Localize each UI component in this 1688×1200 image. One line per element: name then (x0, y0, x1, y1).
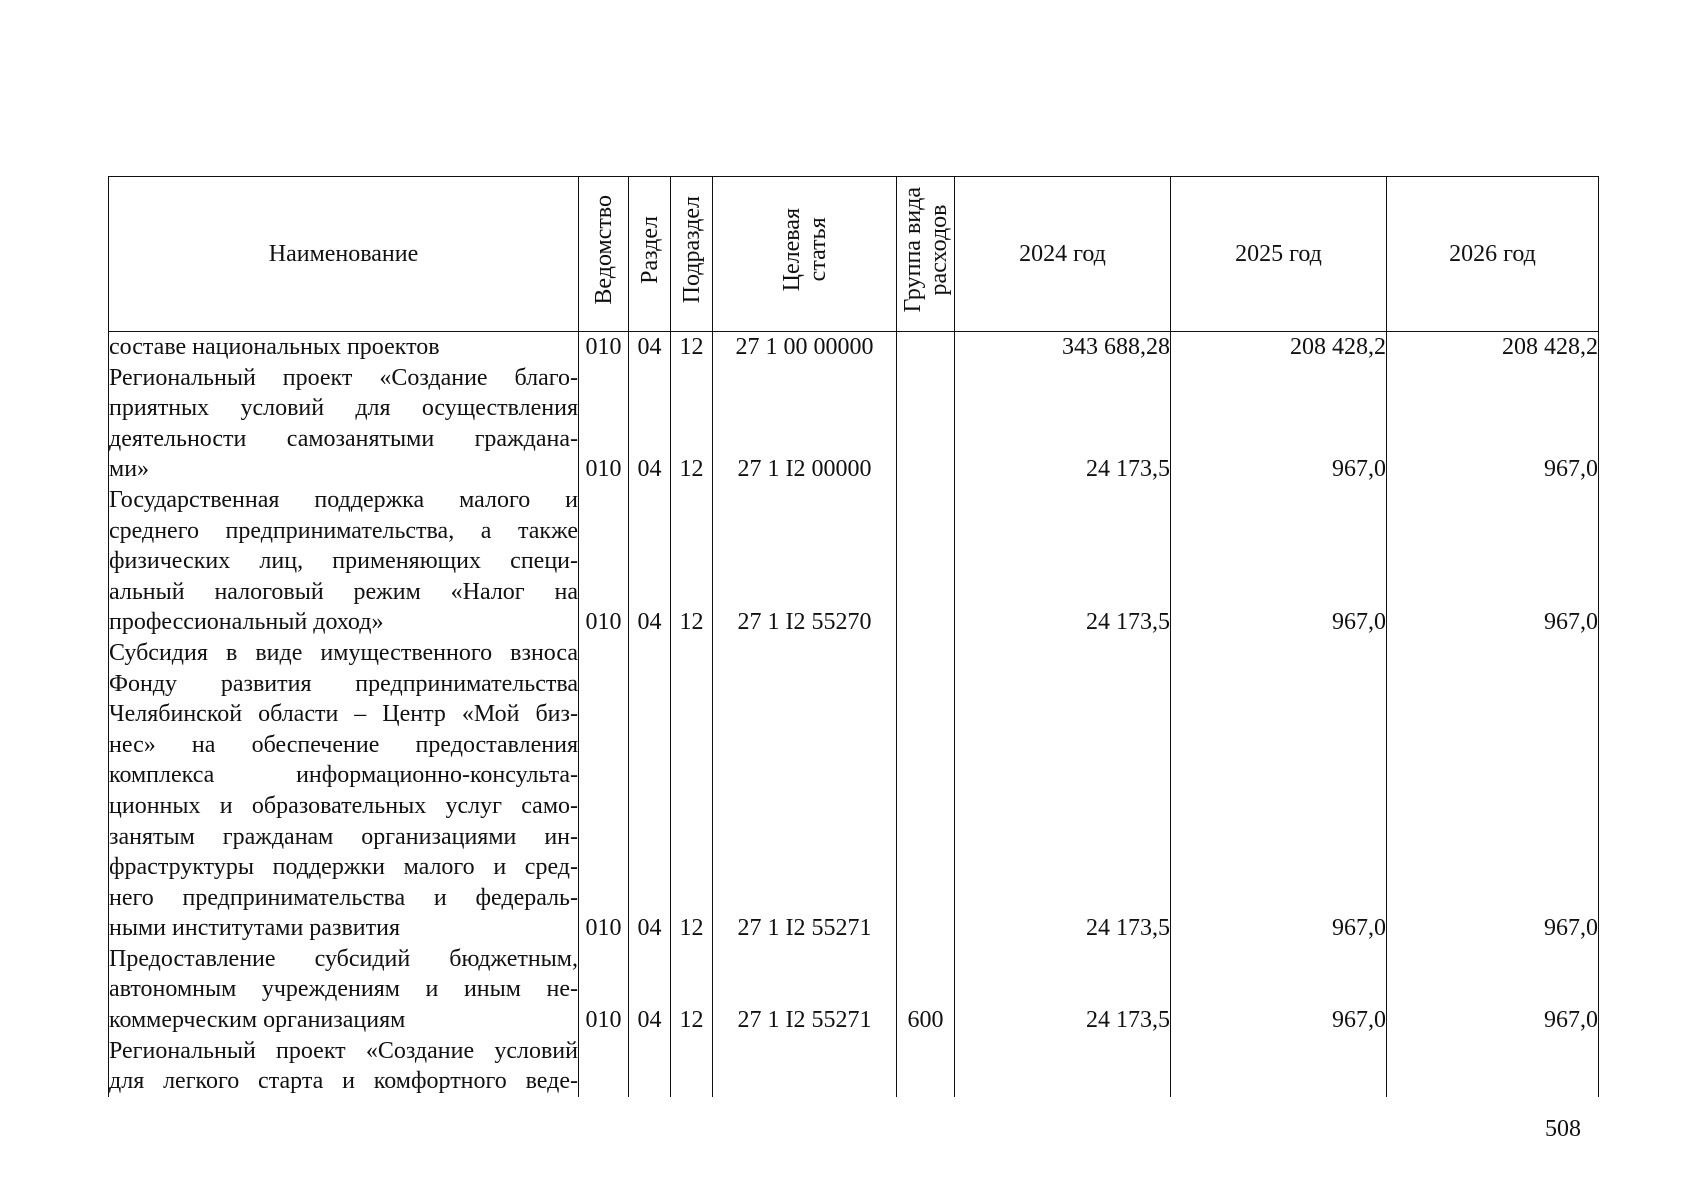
cell-target-article (713, 669, 897, 700)
cell-year-2024 (955, 944, 1171, 975)
table-row (109, 822, 1599, 853)
cell-target-article: 27 1 00 00000 (713, 332, 897, 363)
cell-target-article (713, 638, 897, 669)
row-name-line: занятым гражданам организациями ин- (109, 822, 579, 853)
table-row (109, 760, 1599, 791)
cell-razdel (629, 944, 671, 975)
cell-year-2026 (1387, 546, 1599, 577)
cell-vedomstvo: 010 (579, 332, 629, 363)
cell-razdel (629, 638, 671, 669)
row-name-line: ными институтами развития (109, 913, 579, 944)
cell-podrazdel (671, 730, 713, 761)
cell-vedomstvo (579, 669, 629, 700)
cell-year-2024 (955, 791, 1171, 822)
cell-target-article (713, 791, 897, 822)
row-name-line: Региональный проект «Создание благо- (109, 363, 579, 394)
cell-year-2024 (955, 485, 1171, 516)
cell-target-article: 27 1 I2 55271 (713, 1005, 897, 1036)
cell-year-2026 (1387, 363, 1599, 394)
cell-year-2024: 343 688,28 (955, 332, 1171, 363)
cell-vedomstvo (579, 485, 629, 516)
cell-expense-group (897, 546, 955, 577)
cell-podrazdel (671, 638, 713, 669)
cell-expense-group (897, 1066, 955, 1097)
cell-year-2024 (955, 730, 1171, 761)
cell-razdel: 04 (629, 607, 671, 638)
cell-year-2026 (1387, 883, 1599, 914)
cell-vedomstvo (579, 974, 629, 1005)
cell-vedomstvo: 010 (579, 913, 629, 944)
cell-expense-group (897, 577, 955, 608)
cell-razdel (629, 791, 671, 822)
cell-year-2024 (955, 638, 1171, 669)
cell-year-2024 (955, 1036, 1171, 1067)
cell-target-article: 27 1 I2 55271 (713, 913, 897, 944)
row-name-line: среднего предпринимательства, а также (109, 516, 579, 547)
table-row (109, 852, 1599, 883)
cell-expense-group (897, 607, 955, 638)
row-name-line: профессиональный доход» (109, 607, 579, 638)
cell-year-2025 (1171, 883, 1387, 914)
cell-podrazdel (671, 669, 713, 700)
cell-podrazdel (671, 516, 713, 547)
header-vedomstvo: Ведомство (579, 177, 629, 332)
cell-year-2024 (955, 669, 1171, 700)
page-number: 508 (1545, 1116, 1581, 1142)
cell-year-2024 (955, 393, 1171, 424)
cell-year-2026 (1387, 638, 1599, 669)
table-row (109, 393, 1599, 424)
cell-razdel (629, 760, 671, 791)
cell-year-2026: 967,0 (1387, 607, 1599, 638)
cell-podrazdel (671, 944, 713, 975)
cell-year-2025 (1171, 974, 1387, 1005)
row-name-line: коммерческим организациям (109, 1005, 579, 1036)
row-name-line: Региональный проект «Создание условий (109, 1036, 579, 1067)
cell-year-2025: 967,0 (1171, 913, 1387, 944)
cell-podrazdel (671, 485, 713, 516)
cell-year-2024: 24 173,5 (955, 1005, 1171, 1036)
table-row (109, 791, 1599, 822)
cell-razdel (629, 393, 671, 424)
cell-razdel: 04 (629, 1005, 671, 1036)
cell-razdel (629, 669, 671, 700)
cell-target-article (713, 1036, 897, 1067)
cell-target-article (713, 699, 897, 730)
table-row (109, 546, 1599, 577)
cell-year-2026 (1387, 577, 1599, 608)
cell-year-2026 (1387, 974, 1599, 1005)
cell-target-article (713, 485, 897, 516)
table-row (109, 516, 1599, 547)
cell-expense-group (897, 393, 955, 424)
cell-year-2024 (955, 974, 1171, 1005)
cell-year-2025 (1171, 393, 1387, 424)
cell-year-2025 (1171, 546, 1387, 577)
cell-target-article (713, 730, 897, 761)
cell-year-2026 (1387, 669, 1599, 700)
cell-year-2025 (1171, 791, 1387, 822)
cell-year-2025 (1171, 1066, 1387, 1097)
cell-razdel (629, 577, 671, 608)
table-row (109, 730, 1599, 761)
row-name-line: Субсидия в виде имущественного взноса (109, 638, 579, 669)
cell-podrazdel: 12 (671, 454, 713, 485)
cell-year-2026 (1387, 516, 1599, 547)
row-name-line: альный налоговый режим «Налог на (109, 577, 579, 608)
cell-razdel (629, 730, 671, 761)
cell-target-article (713, 363, 897, 394)
cell-vedomstvo (579, 791, 629, 822)
table-row (109, 454, 1599, 485)
header-name: Наименование (109, 177, 579, 332)
cell-razdel: 04 (629, 454, 671, 485)
cell-year-2025 (1171, 577, 1387, 608)
cell-year-2024: 24 173,5 (955, 454, 1171, 485)
table-body (109, 332, 1599, 1097)
row-name-line: Государственная поддержка малого и (109, 485, 579, 516)
cell-year-2025 (1171, 730, 1387, 761)
table-row (109, 577, 1599, 608)
cell-vedomstvo (579, 730, 629, 761)
cell-year-2025 (1171, 699, 1387, 730)
row-name-line: него предпринимательства и федераль- (109, 883, 579, 914)
cell-vedomstvo (579, 699, 629, 730)
cell-podrazdel (671, 822, 713, 853)
cell-razdel (629, 485, 671, 516)
table-row (109, 883, 1599, 914)
table-row (109, 638, 1599, 669)
cell-razdel (629, 883, 671, 914)
cell-podrazdel (671, 974, 713, 1005)
cell-razdel (629, 1036, 671, 1067)
cell-podrazdel (671, 883, 713, 914)
cell-year-2025 (1171, 424, 1387, 455)
cell-podrazdel (671, 393, 713, 424)
budget-table (108, 176, 1599, 1097)
row-name-line: нес» на обеспечение предоставления (109, 730, 579, 761)
cell-vedomstvo (579, 1066, 629, 1097)
cell-razdel (629, 699, 671, 730)
cell-year-2026 (1387, 791, 1599, 822)
cell-year-2025: 967,0 (1171, 607, 1387, 638)
cell-podrazdel (671, 1036, 713, 1067)
cell-year-2025: 967,0 (1171, 454, 1387, 485)
cell-razdel (629, 822, 671, 853)
cell-vedomstvo (579, 577, 629, 608)
cell-year-2024: 24 173,5 (955, 913, 1171, 944)
cell-year-2024 (955, 1066, 1171, 1097)
row-name-line: автономным учреждениям и иным не- (109, 974, 579, 1005)
cell-year-2026 (1387, 852, 1599, 883)
cell-vedomstvo (579, 1036, 629, 1067)
cell-razdel: 04 (629, 332, 671, 363)
cell-expense-group (897, 699, 955, 730)
cell-target-article (713, 516, 897, 547)
cell-target-article: 27 1 I2 00000 (713, 454, 897, 485)
cell-expense-group (897, 332, 955, 363)
cell-target-article (713, 393, 897, 424)
cell-vedomstvo (579, 883, 629, 914)
cell-vedomstvo (579, 760, 629, 791)
cell-expense-group (897, 944, 955, 975)
row-name-line: Предоставление субсидий бюджетным, (109, 944, 579, 975)
cell-target-article (713, 974, 897, 1005)
cell-expense-group (897, 913, 955, 944)
cell-vedomstvo (579, 393, 629, 424)
cell-podrazdel (671, 852, 713, 883)
cell-year-2026 (1387, 1036, 1599, 1067)
cell-expense-group (897, 791, 955, 822)
cell-year-2024 (955, 577, 1171, 608)
table-row (109, 332, 1599, 363)
table-row (109, 1066, 1599, 1097)
row-name-line: комплекса информационно-консульта- (109, 760, 579, 791)
cell-podrazdel (671, 577, 713, 608)
cell-year-2026: 967,0 (1387, 1005, 1599, 1036)
cell-expense-group (897, 730, 955, 761)
table-row (109, 944, 1599, 975)
cell-year-2025 (1171, 852, 1387, 883)
row-name-line: ми» (109, 454, 579, 485)
cell-year-2025 (1171, 516, 1387, 547)
cell-expense-group (897, 454, 955, 485)
cell-expense-group: 600 (897, 1005, 955, 1036)
cell-target-article (713, 1066, 897, 1097)
cell-year-2025 (1171, 944, 1387, 975)
cell-target-article (713, 852, 897, 883)
table-row (109, 424, 1599, 455)
cell-vedomstvo: 010 (579, 454, 629, 485)
cell-expense-group (897, 516, 955, 547)
cell-podrazdel: 12 (671, 913, 713, 944)
cell-year-2025 (1171, 363, 1387, 394)
header-razdel: Раздел (629, 177, 671, 332)
cell-razdel (629, 516, 671, 547)
cell-year-2026 (1387, 699, 1599, 730)
cell-year-2024 (955, 760, 1171, 791)
cell-year-2024 (955, 883, 1171, 914)
cell-podrazdel: 12 (671, 332, 713, 363)
header-year-2024: 2024 год (955, 177, 1171, 332)
cell-year-2024 (955, 424, 1171, 455)
cell-razdel (629, 974, 671, 1005)
cell-year-2026: 967,0 (1387, 454, 1599, 485)
table-row (109, 699, 1599, 730)
cell-year-2024 (955, 516, 1171, 547)
cell-year-2026 (1387, 760, 1599, 791)
cell-podrazdel (671, 760, 713, 791)
cell-year-2025 (1171, 485, 1387, 516)
row-name-line: физических лиц, применяющих специ- (109, 546, 579, 577)
cell-vedomstvo (579, 546, 629, 577)
cell-expense-group (897, 363, 955, 394)
header-year-2026: 2026 год (1387, 177, 1599, 332)
cell-year-2026 (1387, 393, 1599, 424)
cell-expense-group (897, 974, 955, 1005)
cell-year-2024 (955, 699, 1171, 730)
cell-year-2026 (1387, 730, 1599, 761)
cell-year-2026: 208 428,2 (1387, 332, 1599, 363)
cell-razdel (629, 424, 671, 455)
cell-year-2025 (1171, 1036, 1387, 1067)
cell-expense-group (897, 485, 955, 516)
cell-year-2024 (955, 546, 1171, 577)
cell-podrazdel: 12 (671, 607, 713, 638)
cell-target-article (713, 822, 897, 853)
cell-expense-group (897, 822, 955, 853)
cell-podrazdel (671, 424, 713, 455)
row-name-line: Челябинской области – Центр «Мой биз- (109, 699, 579, 730)
table-row (109, 363, 1599, 394)
header-podrazdel: Подраздел (671, 177, 713, 332)
cell-expense-group (897, 883, 955, 914)
cell-podrazdel: 12 (671, 1005, 713, 1036)
row-name-line: ционных и образовательных услуг само- (109, 791, 579, 822)
cell-year-2024: 24 173,5 (955, 607, 1171, 638)
cell-year-2025: 967,0 (1171, 1005, 1387, 1036)
cell-podrazdel (671, 791, 713, 822)
cell-target-article (713, 577, 897, 608)
cell-expense-group (897, 424, 955, 455)
cell-target-article: 27 1 I2 55270 (713, 607, 897, 638)
cell-podrazdel (671, 1066, 713, 1097)
cell-razdel (629, 546, 671, 577)
cell-vedomstvo (579, 638, 629, 669)
table-row (109, 1005, 1599, 1036)
cell-podrazdel (671, 363, 713, 394)
cell-year-2024 (955, 822, 1171, 853)
cell-expense-group (897, 760, 955, 791)
cell-year-2025 (1171, 822, 1387, 853)
row-name-line: для легкого старта и комфортного веде- (109, 1066, 579, 1097)
cell-razdel: 04 (629, 913, 671, 944)
cell-target-article (713, 760, 897, 791)
cell-year-2024 (955, 363, 1171, 394)
cell-target-article (713, 944, 897, 975)
header-year-2025: 2025 год (1171, 177, 1387, 332)
cell-podrazdel (671, 699, 713, 730)
cell-year-2026: 967,0 (1387, 913, 1599, 944)
cell-vedomstvo (579, 852, 629, 883)
cell-vedomstvo (579, 424, 629, 455)
cell-razdel (629, 1066, 671, 1097)
row-name-line: Фонду развития предпринимательства (109, 669, 579, 700)
cell-expense-group (897, 669, 955, 700)
cell-podrazdel (671, 546, 713, 577)
cell-vedomstvo: 010 (579, 607, 629, 638)
cell-vedomstvo (579, 944, 629, 975)
cell-vedomstvo (579, 363, 629, 394)
cell-vedomstvo (579, 822, 629, 853)
cell-year-2025 (1171, 638, 1387, 669)
header-row (109, 177, 1599, 332)
cell-year-2026 (1387, 424, 1599, 455)
table-row (109, 913, 1599, 944)
cell-year-2026 (1387, 822, 1599, 853)
table-row (109, 607, 1599, 638)
table-row (109, 974, 1599, 1005)
table-row (109, 1036, 1599, 1067)
cell-year-2026 (1387, 1066, 1599, 1097)
cell-year-2024 (955, 852, 1171, 883)
header-expense-group: Группа вида расходов (897, 177, 955, 332)
cell-vedomstvo (579, 516, 629, 547)
cell-expense-group (897, 852, 955, 883)
table-row (109, 669, 1599, 700)
cell-year-2025 (1171, 669, 1387, 700)
row-name-line: фраструктуры поддержки малого и сред- (109, 852, 579, 883)
table-row (109, 485, 1599, 516)
cell-year-2026 (1387, 944, 1599, 975)
cell-vedomstvo: 010 (579, 1005, 629, 1036)
cell-year-2026 (1387, 485, 1599, 516)
row-name-line: приятных условий для осуществления (109, 393, 579, 424)
cell-target-article (713, 546, 897, 577)
cell-target-article (713, 424, 897, 455)
row-name-line: деятельности самозанятыми граждана- (109, 424, 579, 455)
cell-expense-group (897, 638, 955, 669)
cell-razdel (629, 852, 671, 883)
cell-year-2025 (1171, 760, 1387, 791)
cell-target-article (713, 883, 897, 914)
cell-year-2025: 208 428,2 (1171, 332, 1387, 363)
header-target-article: Целевая статья (713, 177, 897, 332)
row-name-line: составе национальных проектов (109, 332, 579, 363)
cell-expense-group (897, 1036, 955, 1067)
cell-razdel (629, 363, 671, 394)
